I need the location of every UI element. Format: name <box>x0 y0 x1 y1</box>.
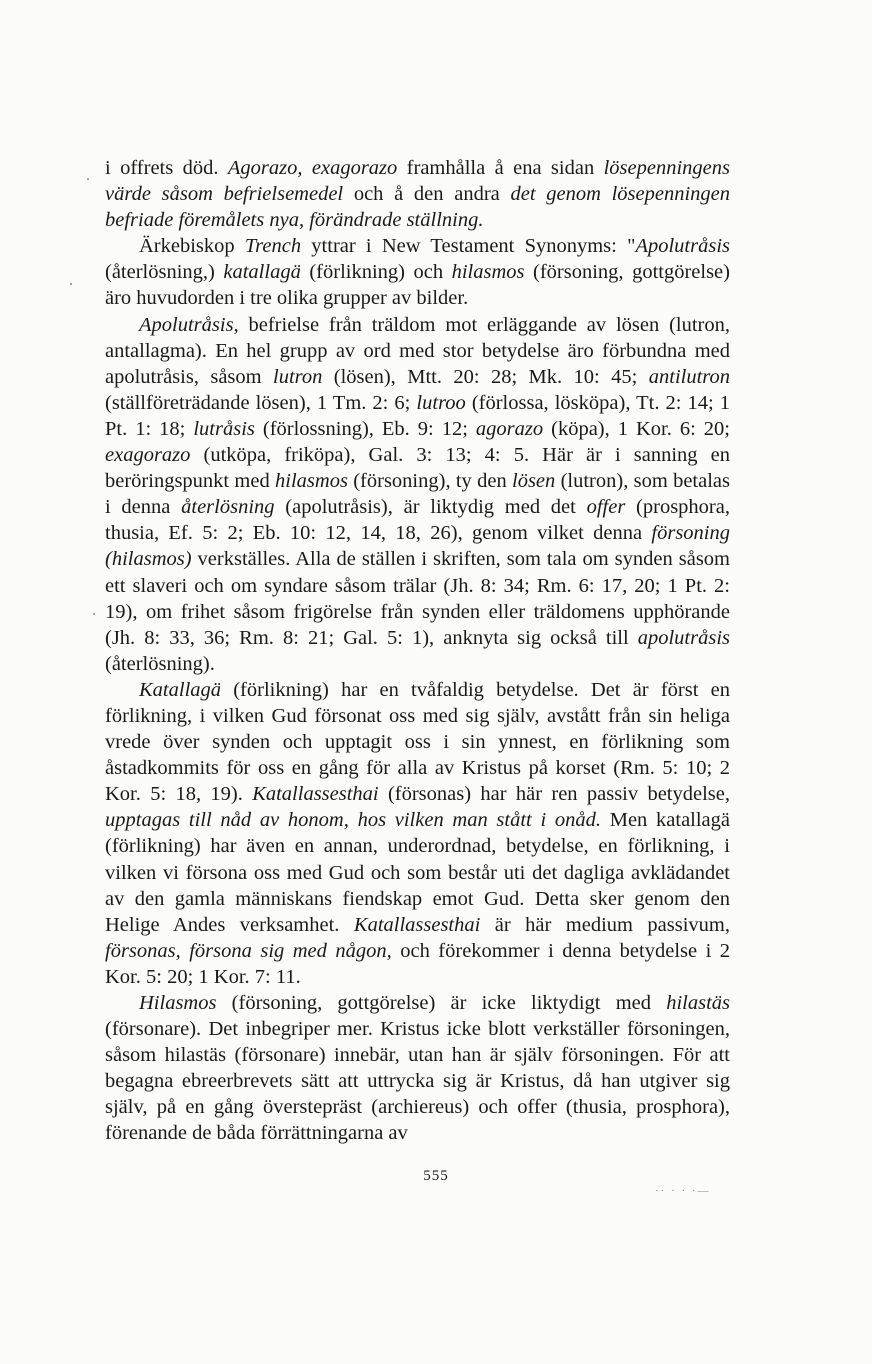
text-run: (förlossning), Eb. 9: 12; <box>254 417 476 440</box>
text-run: (försonas) har här ren passiv betydelse, <box>378 783 730 806</box>
text-run: (försonare). Det inbegriper mer. Kristus icke blott verkställer försoningen, såsom hilastäs (försonare) innebär, utan han är själv försoningen. För att begagna ebreerbrevets sätt att uttrycka sig är Kristus, då han utgiver sig själv, på en gång överstepräst (archiereus) och offer (thusia, prosphora), förenande de båda förrättningarna av <box>105 1018 730 1145</box>
text-column <box>105 155 730 1147</box>
italic-term: lösen <box>512 470 556 493</box>
italic-term: hilasmos <box>275 470 348 493</box>
italic-term: hilasmos <box>451 261 525 284</box>
italic-term: lutron <box>273 365 323 388</box>
text-run: och förekommer i denna betydelse i 2 Kor. 5: 20; 1 Kor. 7: 11. <box>105 939 730 988</box>
italic-term: exagorazo <box>105 444 191 467</box>
text-run: (apolutråsis), är liktydig med det <box>274 496 587 519</box>
text-run: i offrets död. <box>105 157 228 179</box>
text-run: (lösen), Mtt. 20: 28; Mk. 10: 45; <box>322 365 649 388</box>
italic-term: lösepenningens värde såsom befrielsemedel <box>105 157 730 206</box>
paragraph <box>105 312 730 677</box>
text-run: framhålla å ena sidan <box>397 157 604 179</box>
italic-term: Trench <box>244 235 302 258</box>
paragraph <box>105 990 730 1147</box>
italic-term: lutråsis <box>193 417 255 440</box>
text-run: (försoning), ty den <box>347 470 512 493</box>
italic-term: antilutron <box>648 365 730 388</box>
italic-term: hilastäs <box>666 992 730 1014</box>
text-run: (förlossa, lösköpa), Tt. 2: 14; 1 Pt. 1: 18; <box>105 391 730 440</box>
paragraph <box>105 233 730 311</box>
text-run: verkställes. Alla de ställen i skriften, som tala om synden såsom ett slaveri och om syndare såsom trälar (Jh. 8: 34; Rm. 6: 17, 20; 1 Pt. 2: 19), om frihet såsom frigörelse från synden eller träldomens upphörande (Jh. 8: 33, 36; Rm. 8: 21; Gal. 5: 1), anknyta sig också till <box>105 548 730 649</box>
italic-term: Katallassesthai <box>252 783 379 806</box>
text-run: och å den andra <box>343 183 511 206</box>
italic-term: Hilasmos <box>139 992 217 1014</box>
italic-term: Apolutråsis, <box>139 313 239 336</box>
paragraph <box>105 155 730 233</box>
text-run: yttrar i New Testament Synonyms: " <box>301 235 636 258</box>
text-run: (försoning, gottgörelse) är icke liktydigt med <box>216 992 667 1014</box>
text-run: (ställföreträdande lösen), 1 Tm. 2: 6; <box>105 391 417 414</box>
italic-term: offer <box>586 496 626 519</box>
italic-term: apolutråsis <box>637 626 730 649</box>
italic-term: lutroo <box>416 391 466 414</box>
text-run: är här medium passivum, <box>480 913 731 936</box>
text-run: (prosphora, thusia, Ef. 5: 2; Eb. 10: 12, 14, 18, 26), genom vilket denna <box>105 496 730 545</box>
scan-speck <box>87 178 89 180</box>
page-body <box>105 155 730 1147</box>
text-run: (återlösning). <box>105 652 215 675</box>
text-run: (köpa), 1 Kor. 6: 20; <box>543 417 730 440</box>
text-run: (försoning, gottgörelse) äro huvudorden i tre olika grupper av bilder. <box>105 261 730 310</box>
italic-term: katallagä <box>223 261 301 284</box>
text-run: (förlikning) har en tvåfaldig betydelse. Det är först en förlikning, i vilken Gud försonat oss med sig själv, avstått från sin heliga vrede över synden och upptagit oss i sin ynnest, en förlikning som åstadkommits för oss en gång för alla av Kristus på korset (Rm. 5: 10; 2 Kor. 5: 18, 19). <box>105 678 730 806</box>
italic-term: försonas, försona sig med någon, <box>105 939 392 962</box>
text-run: (utköpa, friköpa), Gal. 3: 13; 4: 5. Här är i sanning en beröringspunkt med <box>105 444 730 493</box>
text-run: befrielse från träldom mot erläggande av lösen (lutron, antallagma). En hel grupp av ord med stor betydelse äro förbundna med apolutråsis, såsom <box>105 313 730 388</box>
italic-term: det genom lösepenningen befriade föremålets nya, förändrade ställning. <box>105 183 730 232</box>
scan-marks: ·· · · ·— <box>655 1185 711 1197</box>
scan-speck <box>70 283 72 285</box>
text-run: Men katallagä (förlikning) har även en annan, underordnad, betydelse, en förlikning, i vilken vi försona oss med Gud och som består uti det dagliga avklädandet av den gamla människans fiendskap emot Gud. Detta sker genom den Helige Andes verksamhet. <box>105 809 731 936</box>
text-run: (förlikning) och <box>300 261 452 284</box>
italic-term: Agorazo, exagorazo <box>227 157 398 179</box>
italic-term: upptagas till nåd av honom, hos vilken man stått i onåd. <box>105 809 602 832</box>
text-run: Ärkebiskop <box>139 235 245 258</box>
italic-term: återlösning <box>181 496 275 519</box>
italic-term: agorazo <box>475 417 544 440</box>
italic-term: Katallagä <box>139 678 222 701</box>
italic-term: Apolutråsis <box>635 235 730 258</box>
page-number: 555 <box>423 1168 449 1184</box>
italic-term: försoning (hilasmos) <box>105 522 730 571</box>
text-run: (lutron), som betalas i denna <box>105 470 730 519</box>
paragraph <box>105 677 730 990</box>
text-run: (återlösning,) <box>105 261 224 284</box>
scan-speck <box>93 613 95 615</box>
italic-term: Katallassesthai <box>353 913 481 936</box>
